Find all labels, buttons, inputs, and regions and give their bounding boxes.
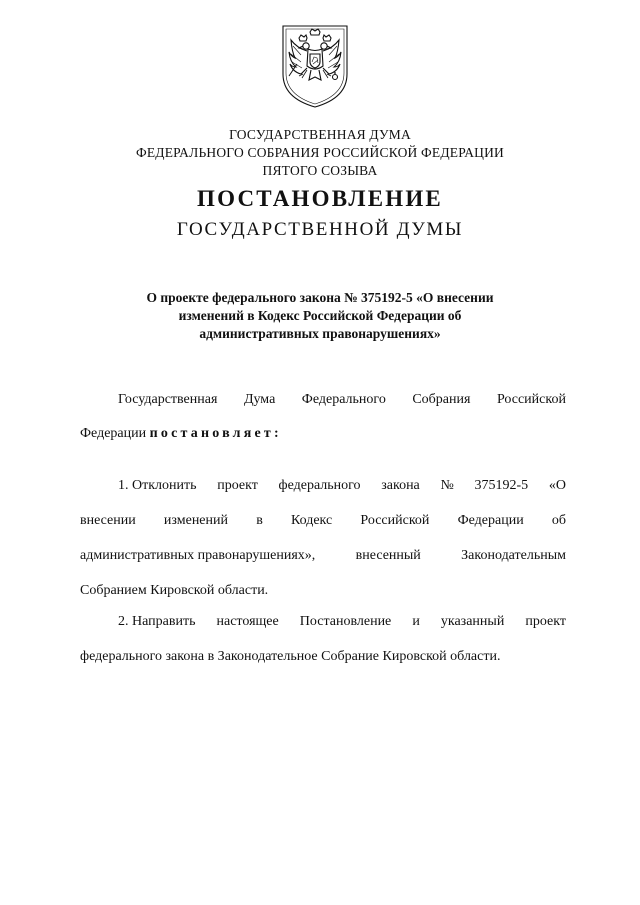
item-1-line-2	[80, 512, 566, 530]
word: Постановление	[299, 614, 392, 629]
word: Государственная	[118, 392, 218, 407]
item-1-paragraph	[80, 477, 566, 600]
word: Кодекс	[290, 513, 333, 528]
preamble-decision-verb: постановляет:	[149, 426, 282, 441]
word: 2. Направить	[118, 614, 196, 629]
word: в	[256, 513, 263, 528]
word: проект	[525, 614, 566, 629]
word: проект	[217, 478, 258, 493]
item-1-line-4: Собранием Кировской области.	[80, 583, 269, 598]
word: Российской	[360, 513, 430, 528]
preamble-line-1	[80, 391, 566, 409]
item-1-line-1	[80, 477, 566, 495]
preamble-paragraph	[80, 391, 566, 443]
word: федерального	[278, 478, 361, 493]
word: указанный	[440, 614, 505, 629]
issuer-header	[0, 126, 640, 180]
item-2-line-1	[80, 613, 566, 631]
subject-line-3: административных правонарушениях»	[199, 326, 441, 341]
header-line-3: ПЯТОГО СОЗЫВА	[262, 163, 378, 178]
word: административных правонарушениях»,	[80, 548, 316, 563]
word: изменений	[163, 513, 229, 528]
word: внесенный	[355, 548, 421, 563]
coat-of-arms-emblem	[277, 22, 353, 110]
item-1-line-3	[80, 547, 566, 565]
word: №	[440, 478, 454, 493]
word: закона	[381, 478, 420, 493]
document-subtitle: ГОСУДАРСТВЕННОЙ ДУМЫ	[176, 219, 464, 240]
subject-line-1: О проекте федерального закона № 375192-5 «О внесении	[146, 290, 494, 305]
word: Законодательным	[461, 548, 566, 563]
header-line-1: ГОСУДАРСТВЕННАЯ ДУМА	[229, 127, 411, 142]
word: Федерального	[301, 392, 386, 407]
word: настоящее	[216, 614, 279, 629]
word: об	[551, 513, 566, 528]
word: и	[412, 614, 420, 629]
word: Дума	[243, 392, 276, 407]
word: Собрания	[412, 392, 471, 407]
item-2-line-2: федерального закона в Законодательное Собрание Кировской области.	[80, 649, 501, 664]
document-title: ПОСТАНОВЛЕНИЕ	[197, 186, 443, 211]
item-2-paragraph	[80, 613, 566, 666]
subject-line-2: изменений в Кодекс Российской Федерации об	[178, 308, 462, 323]
word: 375192-5	[474, 478, 529, 493]
word: Федерации	[457, 513, 524, 528]
word: внесении	[80, 513, 136, 528]
header-line-2: ФЕДЕРАЛЬНОГО СОБРАНИЯ РОССИЙСКОЙ ФЕДЕРАЦИИ	[136, 145, 504, 160]
preamble-federation: Федерации	[80, 426, 147, 441]
word: «О	[548, 478, 566, 493]
word: Российской	[496, 392, 566, 407]
word: 1. Отклонить	[118, 478, 197, 493]
document-subject	[0, 289, 640, 343]
preamble-line-2	[80, 425, 566, 443]
